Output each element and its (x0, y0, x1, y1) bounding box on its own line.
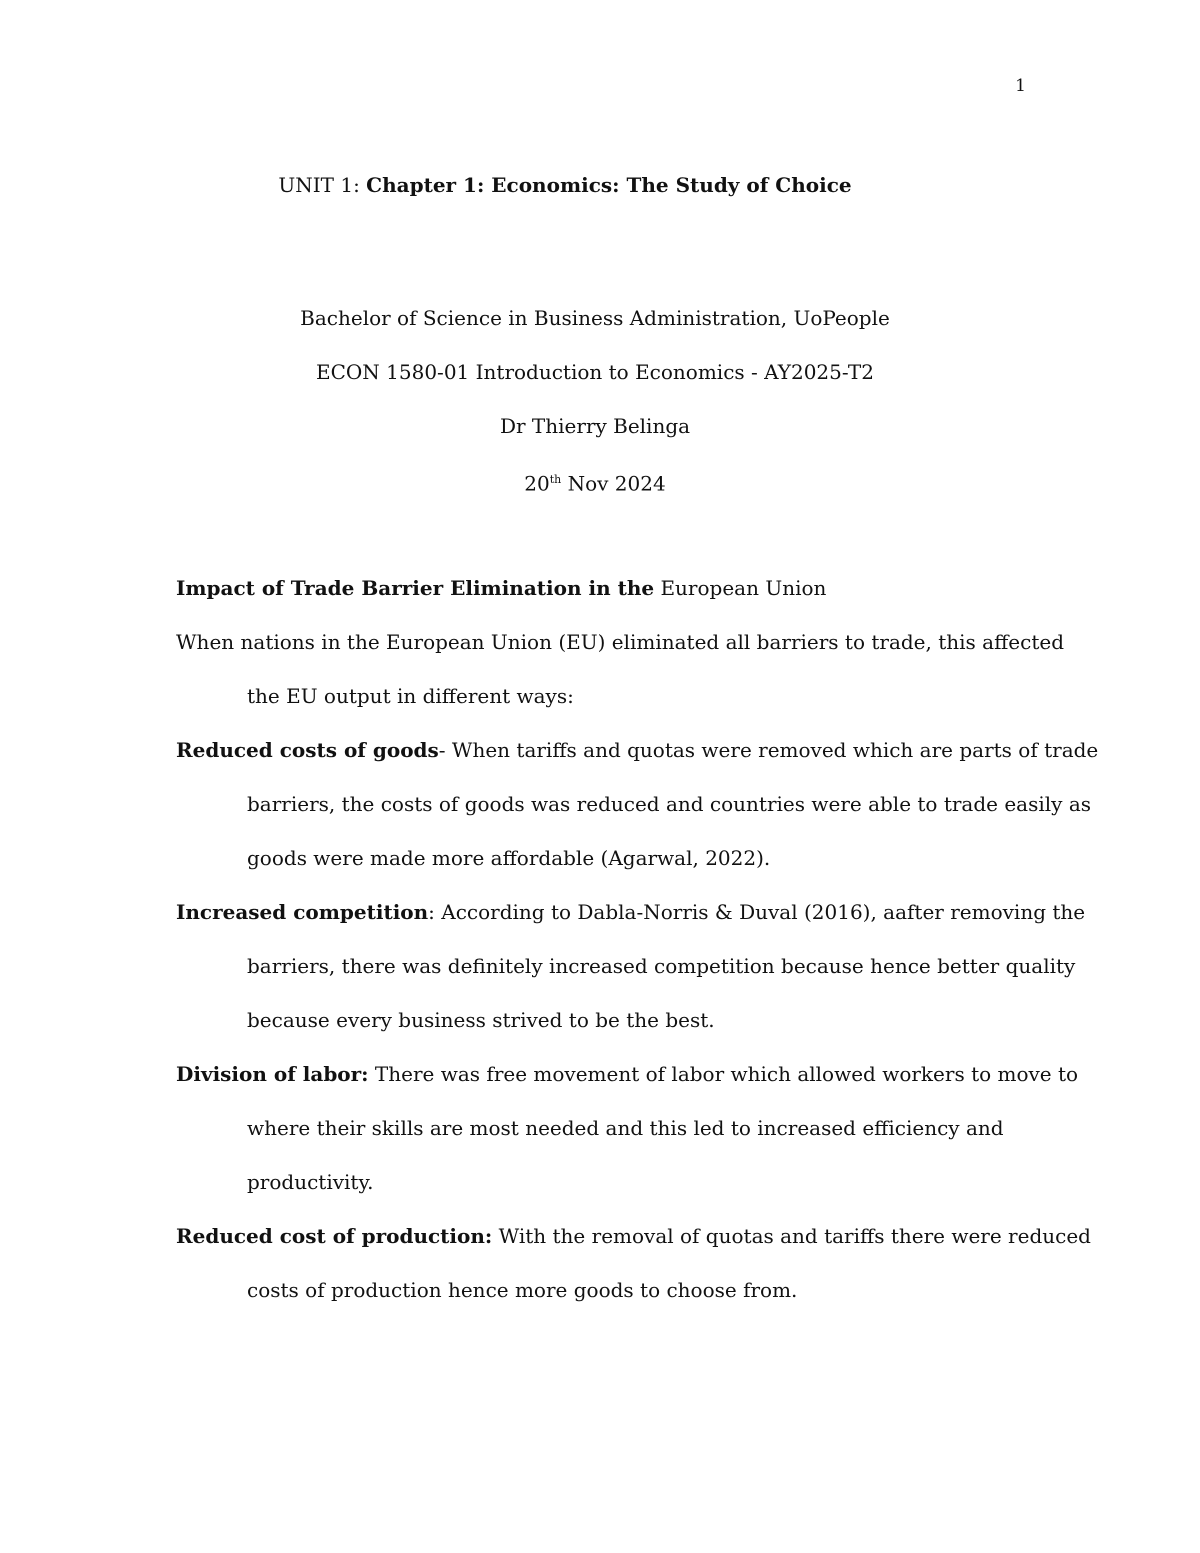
date-day: 20 (524, 471, 550, 496)
item-division-of-labor-line-2: where their skills are most needed and this led to increased efficiency and (247, 1116, 1004, 1140)
date-line (0, 465, 1190, 519)
intro-line-1: When nations in the European Union (EU) eliminated all barriers to trade, this affected (176, 630, 1065, 654)
item-competition-line-3: because every business strived to be the best. (247, 1008, 715, 1032)
date-rest: Nov 2024 (561, 471, 666, 496)
item-reduced-costs-line-2: barriers, the costs of goods was reduced and countries were able to trade easily as (247, 792, 1092, 816)
page-number: 1 (1015, 76, 1026, 96)
item-text: With the removal of quotas and tariffs there were reduced (492, 1224, 1091, 1248)
item-term: Increased competition (176, 900, 429, 924)
item-text: : According to Dabla-Norris & Duval (2016), aafter removing the (428, 900, 1086, 924)
heading-bold: Impact of Trade Barrier Elimination in the (176, 576, 655, 600)
item-text: - When tariffs and quotas were removed which are parts of trade (438, 738, 1099, 762)
title-prefix: UNIT 1: (278, 173, 367, 197)
item-term: Reduced costs of goods (176, 738, 439, 762)
item-division-of-labor-line-3: productivity. (247, 1170, 374, 1194)
item-competition-line-1 (176, 897, 1086, 951)
course-line: ECON 1580-01 Introduction to Economics - AY2025-T2 (316, 360, 874, 384)
intro-line-2: the EU output in different ways: (247, 684, 574, 708)
document-title (0, 170, 1130, 200)
item-reduced-costs-line-3: goods were made more affordable (Agarwal, 2022). (247, 846, 771, 870)
item-reduced-costs-line-1 (176, 735, 1099, 789)
title-block (0, 303, 1190, 519)
program-line: Bachelor of Science in Business Administration, UoPeople (300, 306, 890, 330)
document-body (176, 573, 1099, 1329)
item-competition-line-2: barriers, there was definitely increased competition because hence better quality (247, 954, 1076, 978)
item-division-of-labor-line-1 (176, 1059, 1079, 1113)
date-suffix: th (549, 473, 562, 486)
item-production-cost-line-2: costs of production hence more goods to choose from. (247, 1278, 798, 1302)
item-text: There was free movement of labor which allowed workers to move to (368, 1062, 1079, 1086)
instructor-line: Dr Thierry Belinga (499, 414, 691, 438)
title-main: Chapter 1: Economics: The Study of Choice (366, 173, 852, 197)
section-heading (176, 573, 1036, 627)
heading-normal: European Union (654, 576, 827, 600)
item-term: Division of labor: (176, 1062, 369, 1086)
item-term: Reduced cost of production: (176, 1224, 493, 1248)
item-production-cost-line-1 (176, 1221, 1091, 1275)
